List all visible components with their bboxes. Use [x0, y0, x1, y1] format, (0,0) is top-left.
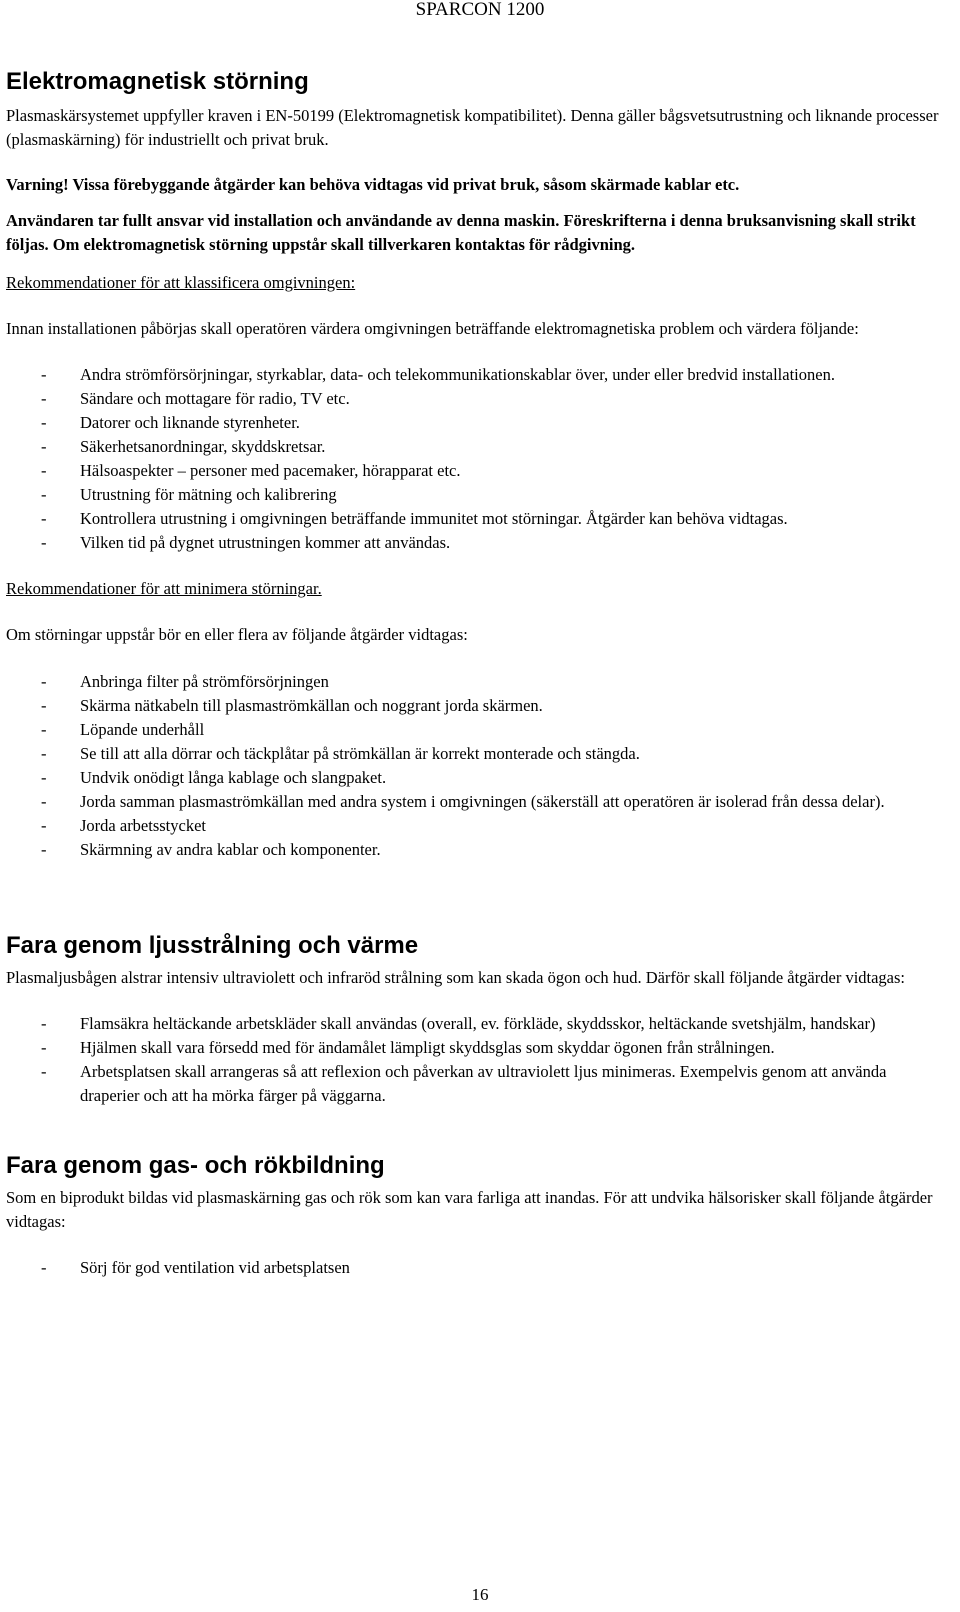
gas-list	[6, 1256, 946, 1280]
list-item: - Se till att alla dörrar och täckplåtar på strömkällan är korrekt monterade och stängda.	[6, 742, 946, 766]
minimize-subheading: Rekommendationer för att minimera störningar.	[6, 579, 322, 598]
list-item: - Jorda arbetsstycket	[6, 814, 946, 838]
list-item: - Skärma nätkabeln till plasmaströmkällan och noggrant jorda skärmen.	[6, 694, 946, 718]
emc-intro-paragraph: Plasmaskärsystemet uppfyller kraven i EN-50199 (Elektromagnetisk kompatibilitet). Denna gäller bågsvetsutrustning och liknande processer (plasmaskärning) för industriellt och privat bruk.	[6, 106, 939, 149]
list-item: - Utrustning för mätning och kalibrering	[6, 483, 946, 507]
classify-subheading: Rekommendationer för att klassificera omgivningen:	[6, 273, 356, 292]
list-item: - Andra strömförsörjningar, styrkablar, data- och telekommunikationskablar över, under eller bredvid installationen.	[6, 363, 946, 387]
page-header: SPARCON 1200	[415, 0, 545, 20]
classify-intro-paragraph: Innan installationen påbörjas skall operatören värdera omgivningen beträffande elektromagnetiska problem och värdera följande:	[6, 319, 859, 338]
section-heading-emc: Elektromagnetisk störning	[6, 68, 309, 95]
classify-list	[6, 363, 946, 555]
light-intro-paragraph: Plasmaljusbågen alstrar intensiv ultraviolett och infraröd strålning som kan skada ögon och hud. Därför skall följande åtgärder vidtagas:	[6, 968, 906, 987]
document-body	[6, 68, 946, 1280]
list-item: - Undvik onödigt långa kablage och slangpaket.	[6, 766, 946, 790]
list-item: - Sändare och mottagare för radio, TV etc.	[6, 387, 946, 411]
list-item: - Anbringa filter på strömförsörjningen	[6, 670, 946, 694]
section-heading-gas: Fara genom gas- och rökbildning	[6, 1152, 385, 1179]
section-heading-light: Fara genom ljusstrålning och värme	[6, 932, 419, 959]
list-item: - Hjälmen skall vara försedd med för ändamålet lämpligt skyddsglas som skyddar ögonen från strålningen.	[6, 1036, 946, 1060]
list-item: - Flamsäkra heltäckande arbetskläder skall användas (overall, ev. förkläde, skyddsskor, heltäckande svetshjälm, handskar)	[6, 1012, 946, 1036]
list-item: - Arbetsplatsen skall arrangeras så att reflexion och påverkan av ultraviolett ljus minimeras. Exempelvis genom att använda draperier och att ha mörka färger på väggarna.	[6, 1060, 946, 1108]
list-item: - Sörj för god ventilation vid arbetsplatsen	[6, 1256, 946, 1280]
list-item: - Löpande underhåll	[6, 718, 946, 742]
page-number: 16	[471, 1585, 489, 1604]
list-item: - Hälsoaspekter – personer med pacemaker, hörapparat etc.	[6, 459, 946, 483]
list-item: - Säkerhetsanordningar, skyddskretsar.	[6, 435, 946, 459]
list-item: - Vilken tid på dygnet utrustningen kommer att användas.	[6, 531, 946, 555]
list-item: - Kontrollera utrustning i omgivningen beträffande immunitet mot störningar. Åtgärder kan behöva vidtagas.	[6, 507, 946, 531]
minimize-list	[6, 670, 946, 862]
list-item: - Skärmning av andra kablar och komponenter.	[6, 838, 946, 862]
light-list	[6, 1012, 946, 1108]
emc-responsibility-paragraph: Användaren tar fullt ansvar vid installation och användande av denna maskin. Föreskrifterna i denna bruksanvisning skall strikt följas. Om elektromagnetisk störning uppstår skall tillverkaren kontaktas för rådgivning.	[6, 211, 916, 254]
gas-intro-paragraph: Som en biprodukt bildas vid plasmaskärning gas och rök som kan vara farliga att inandas. För att undvika hälsorisker skall följande åtgärder vidtagas:	[6, 1188, 933, 1231]
list-item: - Datorer och liknande styrenheter.	[6, 411, 946, 435]
list-item: - Jorda samman plasmaströmkällan med andra system i omgivningen (säkerställ att operatören är isolerad från dessa delar).	[6, 790, 946, 814]
emc-warning-paragraph: Varning! Vissa förebyggande åtgärder kan behöva vidtagas vid privat bruk, såsom skärmade kablar etc.	[6, 175, 740, 194]
minimize-intro-paragraph: Om störningar uppstår bör en eller flera av följande åtgärder vidtagas:	[6, 625, 468, 644]
